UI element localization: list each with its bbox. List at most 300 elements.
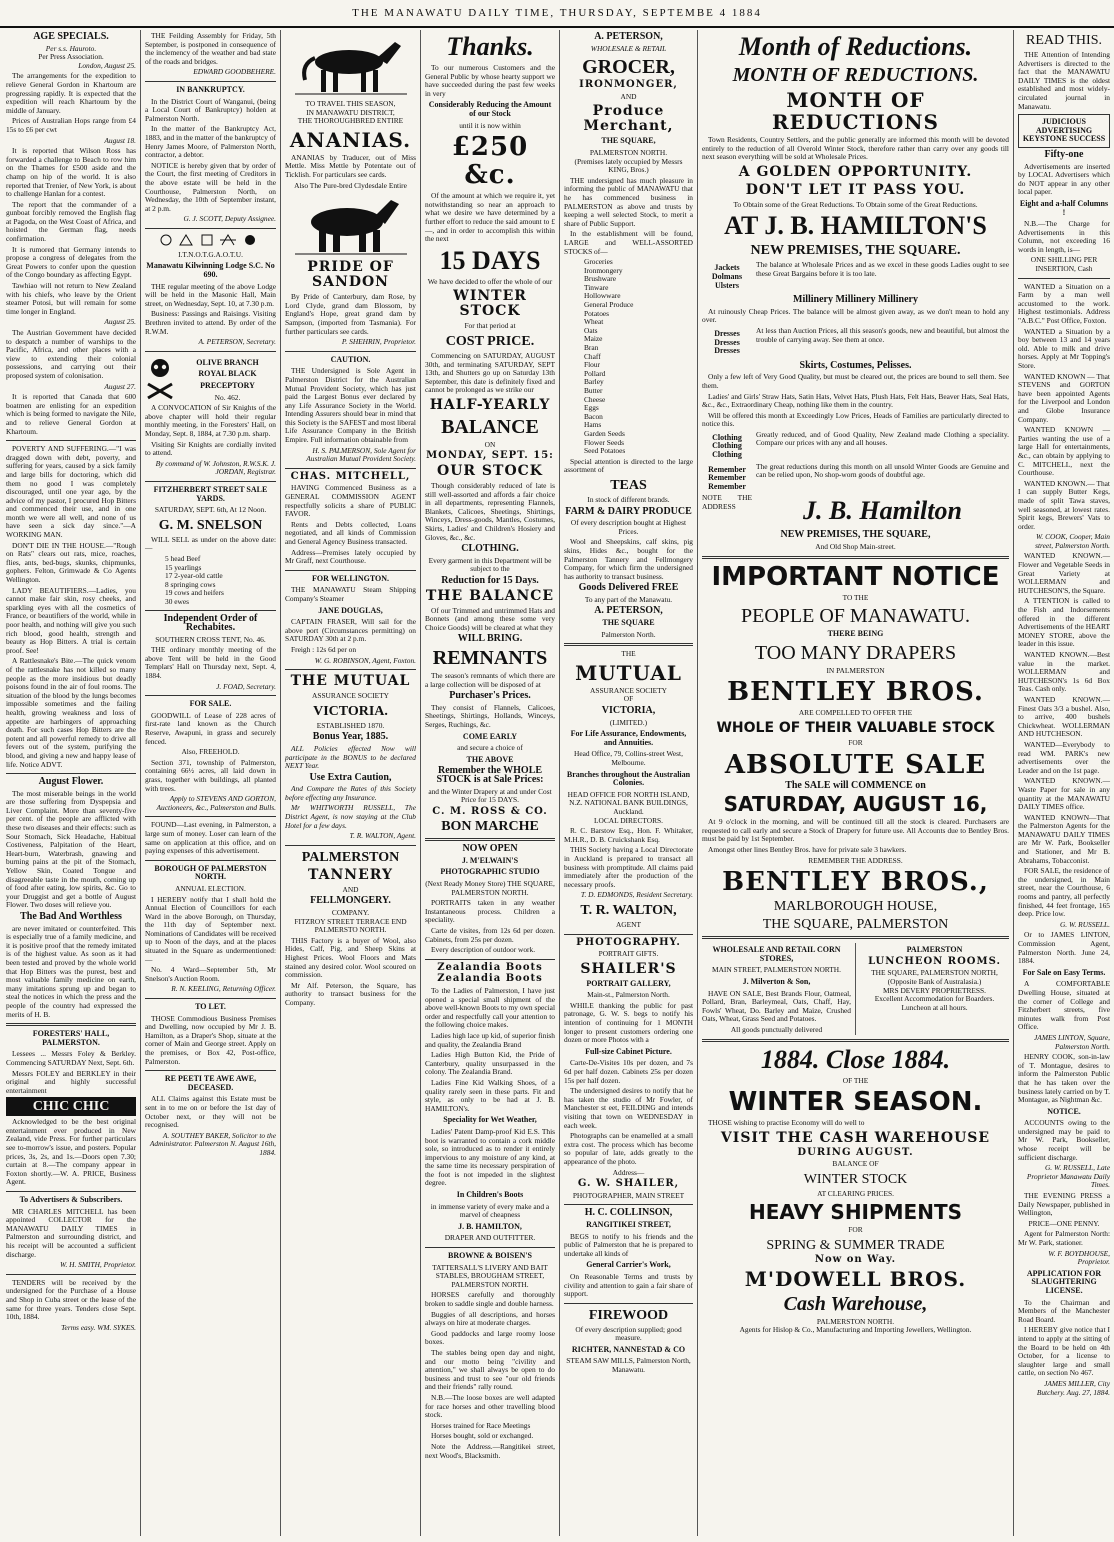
list-item: Chaff: [584, 351, 601, 361]
heading: JANE DOUGLAS,: [318, 605, 383, 615]
horse-name: ANANIAS.: [289, 127, 412, 152]
heading: MUTUAL: [575, 660, 682, 685]
subheading: ONE SHILLING PER INSERTION, Cash: [1030, 255, 1098, 274]
paragraph: The balance at Wholesale Prices and as we excel in these goods Ladies ought to see these Great Bargains before it is too late.: [756, 260, 1009, 278]
chic-banner: CHIC CHIC: [6, 1097, 136, 1116]
heading: TANNERY: [308, 866, 393, 883]
divider: [145, 610, 276, 611]
paragraph: Of the amount at which we require it, yet notwithstanding so near an approach to what we desire we have determined by a further effort to reduce the said amount to £—, and in order to accomplish this within the next: [425, 191, 555, 244]
heading: RE PEETI TE AWE AWE, DECEASED.: [164, 1074, 257, 1092]
classified-ad: WANTED a Situation on a Farm by a man well accustomed to the work. Highest testimonials. Address "A.B.C." Post Office, Foxton.: [1018, 281, 1110, 326]
paragraph: By Pride of Canterbury, dam Rose, by Lord Clyde, grand dam Blossom, by England's Hope, great grand dam by Sampson, (imported from Tasmania). For further particulars see cards.: [285, 292, 416, 336]
subheading: BALANCE OF: [832, 1159, 879, 1169]
signature: P. SHEHRIN, Proprietor.: [341, 337, 416, 347]
dateline: August 27.: [104, 381, 136, 391]
heading: BROWNE & BOISEN'S: [447, 1251, 533, 1261]
list-item: Ironmongery: [584, 265, 623, 275]
skull-crossbones-icon: [145, 356, 175, 402]
heading: Produce Merchant,: [583, 103, 674, 135]
subheading: WHOLESALE & RETAIL: [590, 43, 667, 53]
subheading: and secure a choice of: [457, 743, 523, 753]
paragraph: Of our Trimmed and untrimmed Hats and Bonnets (and among these some very Choice Goods) will be cleared at what they: [425, 605, 555, 632]
subheading: ANNUAL ELECTION.: [175, 883, 246, 893]
row: [702, 943, 1009, 1034]
row: [702, 494, 1009, 528]
list-item: 5 head Beef: [165, 553, 201, 563]
heading: FARM & DAIRY PRODUCE: [565, 505, 692, 517]
heading: MONDAY, SEPT. 15:: [426, 450, 554, 462]
list-item: Barley: [584, 377, 604, 387]
row: [702, 463, 1009, 495]
subheading: AND: [342, 884, 359, 894]
subheading: And Old Shop Main-street.: [815, 542, 896, 552]
paragraph: Though considerably reduced of late is still well-assorted and affords a fair choice in all departments, representing Flannels, Blankets, Calicoes, Sheetings, Shirtings, Winceys, Dress-goods, Mantles, Costumes, Skirts, Ladies' and Children's Hosiery and Gloves, &c., &c.: [425, 481, 555, 542]
list-item: Wheat: [584, 317, 604, 327]
preceptory-header: [145, 356, 276, 402]
subheading: PORTRAIT GIFTS.: [598, 949, 659, 959]
heading: J. Milverton & Son,: [742, 976, 811, 986]
list-item: Flour: [584, 360, 601, 370]
paragraph: The undersigned desires to notify that he has taken the studio of Mr Fowler, of Manchester st eet, FEILDING and intends visiting that town on WEDNESDAY in each week.: [564, 1086, 693, 1130]
paragraph: In the District Court of Wanganui, (being a Local Court of Bankruptcy) holden at Palmerston North.: [145, 96, 276, 123]
paragraph: WHILE thanking the public for past patronage, G. W. S. begs to notify his intention of continuing for 1 MONTH longer to present customers ordering one dozen or more Photos with a: [564, 1000, 693, 1045]
signature: Terms easy. WM. SYKES.: [61, 1322, 136, 1332]
classified-ad: WANTED KNOWN.—Waste Paper for sale in any quantity at the MANAWATU DAILY TIMES office.: [1018, 776, 1110, 812]
heading: RANGITIKEI STREET,: [586, 1219, 671, 1229]
paragraph: N.B.—The Charge for Advertisements in this Column, not exceeding 16 words in length, is—: [1018, 219, 1110, 254]
subheading: We have decided to offer the whole of our: [427, 276, 553, 286]
heading: VICTORIA.: [313, 703, 388, 719]
paragraph: Note the Address.—Rangitikei street, next Wood's, Blacksmith.: [425, 1441, 555, 1460]
divider: [145, 1070, 276, 1071]
heading: Cash Warehouse,: [783, 1292, 928, 1315]
heading: CLOTHING.: [461, 543, 519, 555]
signature: G. W. RUSSELL, Late Proprietor Manawatu Daily Times.: [1026, 1163, 1110, 1190]
divider: [285, 351, 416, 352]
list-item: Flower Seeds: [584, 437, 625, 447]
list-item: Seed Potatoes: [584, 446, 626, 456]
heading: SATURDAY, AUGUST 16,: [723, 792, 988, 817]
subheading: All goods punctually delivered: [730, 1024, 823, 1034]
signature: W. F. BOYDHOUSE, Proprietor.: [1048, 1248, 1110, 1267]
sale-list: [145, 555, 276, 607]
list-item: 30 ewes: [165, 596, 190, 606]
subheading: Also, FREEHOLD.: [181, 747, 240, 757]
heading: NOW OPEN: [462, 843, 518, 855]
paragraph: Visiting Sir Knights are cordially invited to attend.: [145, 439, 276, 458]
subheading: COMPANY.: [331, 908, 370, 918]
paragraph: FOUND—Last evening, in Palmerston, a large sum of money. Loser can learn of the same on application at this office, and on paying expenses of this advertisement.: [145, 820, 276, 856]
heading: Millinery Millinery Millinery: [793, 294, 918, 306]
heading: ROYAL BLACK: [198, 369, 257, 379]
paragraph: The stables being open day and night, and our motto being "civility and attention," we shall always be open to do business and trust to see "our old friends and their friends" rally round.: [425, 1347, 555, 1392]
subheading: To any part of the Manawatu.: [584, 594, 673, 604]
heading: Skirts, Costumes, Pelisses.: [799, 359, 912, 371]
classified-ad: WANTED KNOWN.—Finest Oats 3/3 a bushel. Also, to arrive, 400 bushels Chickwheat. WOLLERMAN AND HUTCHESON.: [1018, 694, 1110, 739]
paragraph: Or to JAMES LINTON, Commission Agent, Palmerston North. June 24, 1884.: [1018, 930, 1110, 966]
heading: The SALE will COMMENCE on: [785, 779, 926, 791]
list-item: Cheese: [584, 394, 606, 404]
heading: 15 DAYS: [439, 245, 541, 275]
subheading: Excellent Accommodation for Boarders.: [874, 994, 995, 1004]
heading: TO LET.: [195, 1002, 226, 1012]
paragraph: Ladies' and Girls' Straw Hats, Satin Hats, Velvet Hats, Plush Hats, Felt Hats, Beaver Hats, Seal Hats, &c., &c., Extraordinary Cheap, nothing like them in the country.: [702, 391, 1009, 410]
signature: T. D. EDMONDS, Resident Secretary.: [580, 890, 693, 900]
heading: BOROUGH OF PALMERSTON NORTH.: [154, 863, 267, 882]
divider: [6, 1191, 136, 1192]
subheading: TATTERSALL'S LIVERY AND BAIT STABLES, BROUGHAM STREET, PALMERSTON NORTH.: [432, 1262, 548, 1289]
heading: PHOTOGRAPHY.: [576, 936, 681, 948]
heading: BENTLEY BROS.: [727, 677, 984, 708]
list-item: Potatoes: [584, 308, 610, 318]
paragraph: THE undersigned has much pleasure in informing the public of MANAWATU that he has commenced business in PALMERSTON as above and trusts by keeping a well selected Stock, to merit a share of Public Support.: [564, 175, 693, 228]
subheading: PALMERSTON NORTH.: [816, 1316, 895, 1326]
paragraph: HENRY COOK, son-in-law of T. Montague, desires to inform the Palmerston Public that he has taken over the business lately carried on by T. Montague, as Nightman &c.: [1018, 1052, 1110, 1105]
heading: Use Extra Caution,: [309, 771, 392, 783]
paragraph: Commencing on SATURDAY, AUGUST 30th, and terminating SATURDAY, SEPT 13th, and Shutters go up on Saturday 13th September, this date is definitely fixed and cannot be prolonged as we strike our: [425, 350, 555, 395]
subheading: Main-st., Palmerston North.: [587, 990, 670, 1000]
heading: HALF-YEARLY: [429, 396, 551, 413]
heading: HEAVY SHIPMENTS: [748, 1200, 963, 1225]
paragraph: Ladies' Patent Damp-proof Kid E.S. This boot is warranted to contain a cork middle sole, so introduced as to render it entirely impervious to any moisture of any kind, at the same time its necessary perspiration of the foot is not impeded in the slightest degree.: [425, 1126, 555, 1188]
signature: W. H. SMITH, Proprietor.: [59, 1260, 136, 1270]
paragraph: To our numerous Customers and the General Public by whose hearty support we have succeeded during the past few weeks in very: [425, 63, 555, 98]
heading: LUNCHEON ROOMS.: [868, 955, 1001, 967]
keystone-badge: JUDICIOUS ADVERTISING KEYSTONE SUCCESS: [1018, 114, 1110, 148]
heading: THE MUTUAL: [290, 673, 411, 690]
heading: IRONMONGER,: [579, 79, 678, 91]
divider: [145, 351, 276, 352]
classified-ad: WANTED a Situation by a boy between 13 and 14 years old. Able to milk and drive horses. Apply at Mr Topping's Store.: [1018, 326, 1110, 370]
paragraph: A CONVOCATION of Sir Knights of the above chapter will hold their regular monthly meeting, in the Foresters' Hall, on Monday, Sept. 8, 1884, at 7.30 p.m. sharp.: [145, 403, 276, 438]
paragraph: It is rumored that Germany intends to propose a congress of delegates from the Great Powers to confer upon the question of the Congo boundary as affecting Egypt.: [6, 244, 136, 280]
dateline: August 25.: [104, 317, 136, 327]
heading: August Flower.: [38, 776, 104, 788]
paragraph: Freigh : 12s 6d per on: [291, 644, 357, 654]
subheading: AGENT: [615, 919, 642, 929]
divider: [145, 228, 276, 229]
paragraph: Wool and Sheepskins, calf skins, pig skins, Hides &c., bought for the Palmerston Tannery and Fellmongery Company, for which firm the undersigned has authority to transact business.: [564, 537, 693, 581]
heading: 1884. Close 1884.: [760, 1044, 951, 1074]
list-item: General Produce: [584, 300, 634, 310]
paragraph: The season's remnants of which there are a large collection will be disposed of at: [425, 670, 555, 689]
heading: THE SQUARE, PALMERSTON: [762, 917, 949, 933]
signature: A. SOUTHEY BAKER, Solicitor to the Administrator. Palmerston N. August 16th, 1884.: [149, 1130, 276, 1157]
list-item: Groceries: [584, 257, 613, 267]
column-5: [560, 30, 698, 1536]
heading: THE BALANCE: [425, 587, 555, 604]
paragraph: Ladies High Button Kid, the Pride of Canterbury, quality unsurpassed in the colony. The Zealandia Brand.: [425, 1050, 555, 1077]
heading: J. B. HAMILTON,: [458, 1221, 522, 1231]
heading: VISIT THE CASH WAREHOUSE: [720, 1129, 991, 1146]
list-item: Eggs: [584, 403, 599, 413]
subheading: Agents for Hislop & Co., Manufacturing and Importing Jewellers, Wellington.: [739, 1325, 972, 1335]
heading: J. B. Hamilton: [803, 496, 962, 526]
heading: The Bad And Worthless: [20, 911, 122, 922]
heading: General Carrier's Work,: [586, 1260, 671, 1270]
divider: [145, 860, 276, 861]
lodge-initials: I.T.N.O.T.G.A.O.T.U.: [178, 249, 243, 259]
paragraph: Buggies of all descriptions, and horses always on hire at moderate charges.: [425, 1309, 555, 1328]
paragraph: Rents and Debts collected, Loans negotiated, and all kinds of Commission and General Agency Business transacted.: [285, 519, 416, 546]
paragraph: At 9 o'clock in the morning, and will be continued till all the stock is cleared. Purchasers are requested to call early and secure a Stock of Drapery for future use. All Accounts due to Bentley Bros. must be paid by 1st September.: [702, 817, 1009, 844]
paragraph: Horses bought, sold or exchanged.: [431, 1431, 534, 1441]
heading: VICTORIA,: [601, 705, 656, 717]
paragraph: A Rattlesnake's Bite.—The quick venom of the rattlesnake has not killed so many people as the more insidious but deadly poisons found in the air of foul rooms. The situation of the blood by the lungs becomes impossible sometimes and the failing health, growing weakness and loss of appetite are harbingers of approaching death. For such cases Hop Bitters are the potent and all powerful remedy to drive all fevers out of the system, purifying the blood, and giving a new and happy lease of life. Notice ADVT.: [6, 656, 136, 769]
classified-ad: FOR SALE, the residence of the undersigned, in Main street, near the Courthouse, 6 rooms and pantry, all perfectly finished, 44 feet frontage, 165 deep. Price low.: [1018, 866, 1110, 919]
paragraph: R. C. Barstow Esq., Hon. F. Whitaker, M.H.R., D. B. Cruickshank Esq.: [564, 826, 693, 844]
heading: £250 &c.: [451, 132, 529, 191]
heading: To Advertisers & Subscribers.: [19, 1195, 123, 1205]
subheading: until it is now within: [459, 120, 521, 130]
subheading: Per s.s. Hauroto.: [45, 43, 97, 53]
signature: H. S. PALMERSON, Sole Agent for Australian Mutual Provident Society.: [306, 445, 416, 464]
heading: CAUTION.: [330, 354, 371, 364]
column-7: [1014, 30, 1114, 1536]
heading: WHOLE OF THEIR VALUABLE STOCK: [716, 720, 995, 736]
paragraph: GOODWILL of Lease of 228 acres of first-rate land known as the Church Reserve, Awapuni, in grass and securely fenced.: [145, 710, 276, 746]
signature: W. G. ROBINSON, Agent, Foxton.: [314, 655, 416, 665]
heading: NOTICE.: [1047, 1106, 1081, 1116]
list-item: Bran: [584, 343, 599, 353]
paragraph: Mr WHITWORTH RUSSELL, The District Agent, is now staying at the Club Hotel for a few days.: [285, 803, 416, 830]
paragraph: THE MANAWATU Steam Shipping Company's Steamer: [285, 585, 416, 603]
heading: MONTH OF REDUCTIONS.: [732, 64, 979, 86]
subheading: HEAD OFFICE FOR NORTH ISLAND, N.Z. NATIONAL BANK BUILDINGS, Auckland.: [567, 789, 690, 816]
label: Dresses Dresses Dresses: [714, 328, 740, 356]
subheading: OF THE: [842, 1075, 869, 1085]
list-item: 17 2-year-old cattle: [165, 571, 223, 581]
divider: [145, 81, 276, 82]
paragraph: THIS Society having a Local Directorate in Auckland is prepared to transact all business with promptitude. All claims paid immediately after the production of the necessary proofs.: [564, 845, 693, 889]
paragraph: THE ordinary monthly meeting of the above Tent will be held in the Good Templars' Hall on Thursday next, Sept. 4, 1884.: [145, 645, 276, 681]
heading: For Life Assurance, Endowments, and Annuities.: [570, 729, 687, 747]
subheading: REMEMBER THE ADDRESS.: [808, 855, 903, 865]
column-3: [281, 30, 421, 1536]
heading: SPRING & SUMMER TRADE: [766, 1238, 945, 1254]
paragraph: THE regular meeting of the above Lodge will be held in the Masonic Hall, Main street, on Wednesday, Sept. 10, at 7.30 p.m.: [145, 281, 276, 308]
signature: A. PETERSON, Secretary.: [198, 337, 276, 347]
paragraph: Special attention is directed to the large assortment of: [564, 456, 693, 475]
paragraph: THE Attention of Intending Advertisers is directed to the fact that the MANAWATU DAILY TIMES is the oldest established and most widely-circulated journal in Manawatu.: [1018, 50, 1110, 111]
paragraph: Tawhiao will not return to New Zealand with his chiefs, who leave by the Orient steamer Potosi, but will remain for some time longer in England.: [6, 281, 136, 316]
column-4: [421, 30, 560, 1536]
paragraph: To the Chairman and Members of the Manchester Road Board.: [1018, 1297, 1110, 1324]
paragraph: Messrs FOLEY and BERKLEY in their original and highly successful entertainment: [6, 1068, 136, 1095]
heading: Zealandia Boots: [437, 961, 543, 973]
paragraph: Business: Passings and Raisings. Visiting Brethren invited to attend. By order of the R.W.M.: [145, 309, 276, 336]
paragraph: Agent for Palmerston North: Mr W. Park, stationer.: [1018, 1229, 1110, 1247]
divider: [145, 481, 276, 482]
heading: NEW PREMISES, THE SQUARE,: [780, 529, 931, 541]
classified-ad: WANTED KNOWN.— That I can supply Butter Kegs, made of split Tawa staves, well seasoned, at lowest rates. Spirit kegs, Brewers' Vats to order.: [1018, 478, 1110, 531]
signature: T. R. WALTON, Agent.: [349, 831, 416, 841]
subheading: ESTABLISHED 1870.: [316, 720, 385, 730]
heading: THE SQUARE: [602, 618, 655, 628]
heading: Manawatu Kilwinning Lodge S.C. No 690.: [146, 261, 275, 280]
subheading: ARE COMPELLED TO OFFER THE: [798, 708, 913, 718]
paragraph: Greatly reduced, and of Good Quality, New Zealand made Clothing a speciality. Compare our prices with any and all houses.: [756, 429, 1009, 448]
list-item: Tinware: [584, 282, 609, 292]
heading: Reduction for 15 Days.: [441, 575, 539, 586]
divider: [285, 570, 416, 571]
subheading: and the Winter Drapery at and under Cost Price for 15 DAYS.: [428, 786, 552, 805]
paragraph: Only a few left of Very Good Quality, but must be cleared out, the prices are bound to sell them. See them.: [702, 372, 1009, 390]
paragraph: Carte de visites, from 12s 6d per dozen. Cabinets, from 25s per dozen.: [425, 926, 555, 944]
paragraph: THOSE wishing to practise Economy will do well to: [708, 1118, 865, 1128]
paragraph: THOSE Commodious Business Premises and Dwelling, now occupied by Mr J. B. Hamilton, as a Draper's Shop, situate at the corner of Main and George street. Apply on the premises, or Box 42, Post-office, Palmerston.: [145, 1013, 276, 1066]
subheading: TO TRAVEL THIS SEASON,: [305, 99, 396, 108]
label: NOTE THE ADDRESS: [702, 493, 752, 512]
classified-ad: WANTED KNOWN — Parties wanting the use of a large Hall for entertainments, &c., can obtain by applying to C. MITCHELL, next the Courthouse.: [1018, 425, 1110, 478]
paragraph: CAPTAIN FRASER, Will sail for the above port (Circumstances permitting) on SATURDAY 30th at 2 p.m.: [285, 617, 416, 644]
classified-ad: WANTED KNOWN.—Best value in the market. WOLLERMAN and HUTCHESON's 1s 6d Box Teas. Cash only.: [1018, 650, 1110, 694]
heading: OUR STOCK: [437, 463, 543, 480]
paragraph: ALL Policies effected Now will participate in the BONUS to be declared NEXT Year.: [285, 743, 416, 771]
paragraph: Carte-De-Visites 10s per dozen, and 7s 6d per half dozen. Cabinets 25s per dozen 15s per half dozen.: [564, 1058, 693, 1085]
subheading: AND: [620, 91, 637, 101]
luncheon-rooms-ad: [855, 943, 1009, 1034]
divider: [6, 440, 136, 441]
paragraph: The most miserable beings in the world are those suffering from Dyspepsia and Liver Complaint. More than seventy-five per cent. of the people are afflicted with these two diseases and their effects: such as Sour Stomach, Sick Headache, Habitual Costiveness, Palpitation of the Heart, Heart-burn, Waterbrash, gnawing and burning pains at the pit of the Stomach, Yellow Skin, Coated Tongue and disagreeable taste in the mouth, coming up of food after eating, low spirits, &c. Go to your Druggist and get a bottle of August Flower. Two doses will relieve you.: [6, 788, 136, 910]
subheading: MAIN STREET, PALMERSTON NORTH.: [712, 965, 841, 975]
list-item: Hollowware: [584, 291, 621, 301]
signature: W. COOK, Cooper, Main street, Palmerston North.: [1035, 532, 1110, 550]
row: [702, 431, 1009, 463]
subheading: In stock of different brands.: [587, 494, 670, 504]
heading: WINTER STOCK: [453, 288, 527, 320]
divider: [285, 468, 416, 469]
subheading: OF: [623, 694, 634, 704]
divider: [564, 643, 693, 646]
list-item: Hams: [584, 420, 602, 430]
subheading: THE: [621, 649, 636, 659]
corn-stores-ad: [702, 943, 851, 1034]
paragraph: POVERTY AND SUFFERING.—"I was dragged down with debt, poverty, and suffering for years, caused by a sick family and large bills for doctoring, which did them no good I was completely discouraged, until one year ago, by the advice of my pastor, I procured Hop Bitters and commenced their use, and in one month we were all well, and none of us have seen a sick day since."—A WORKING MAN.: [6, 444, 136, 540]
paragraph: Lessees ... Messrs Foley & Berkley. Commencing SATURDAY Next, Sept. 6th.: [6, 1049, 136, 1067]
subheading: FOR: [848, 1225, 863, 1235]
paragraph: TENDERS will be received by the undersigned for the Purchase of a House and Shop in Cuba street or the lease of the same for three years. Tenders close Sept. 10th, 1884.: [6, 1277, 136, 1322]
paragraph: PORTRAITS taken in any weather Instantaneous process. Children a speciality.: [425, 898, 555, 925]
subheading: To Obtain some of the Great Reductions. To Obtain some of the Great Reductions.: [733, 199, 978, 209]
heading: FIREWOOD: [588, 1307, 669, 1323]
heading: AGE SPECIALS.: [33, 31, 109, 42]
heading: In Children's Boots: [456, 1190, 524, 1200]
divider: [145, 816, 276, 817]
heading: OLIVE BRANCH: [196, 357, 259, 367]
paragraph: A COMFORTABLE Dwelling House, situated at the corner of College and Fitzherbert streets, five minutes walk from Post Office.: [1018, 979, 1110, 1032]
divider: [6, 1023, 136, 1026]
list-item: Garden Seeds: [584, 428, 625, 438]
heading: IMPORTANT NOTICE: [711, 561, 1000, 592]
divider: [285, 845, 416, 846]
row: [702, 261, 1009, 293]
dateline: London, August 25.: [78, 60, 136, 70]
paragraph: NOTICE is hereby given that by order of the Court, the first meeting of Creditors in the above estate will be held in the Courthouse, Palmerston North, on Wednesday, the 10th of September instant, at 2 p.m.: [145, 160, 276, 213]
subheading: AT CLEARING PRICES.: [817, 1188, 894, 1198]
subheading: PHOTOGRAPHER, MAIN STREET: [572, 1190, 685, 1200]
paragraph: ALL Claims against this Estate must be sent in to me on or before the 1st day of October next, or they will not be recognised.: [145, 1094, 276, 1130]
subheading: Address—: [612, 1167, 645, 1177]
heading: Thanks.: [446, 32, 534, 61]
subheading: IN PALMERSTON: [826, 665, 885, 675]
heading: REMNANTS: [432, 646, 548, 669]
list-item: Pollard: [584, 368, 606, 378]
divider: [285, 669, 416, 670]
paragraph: In the establishment will be found, LARGE and WELL-ASSORTED STOCKS of—: [564, 229, 693, 256]
heading: G. M. SNELSON: [158, 517, 263, 533]
list-item: Oats: [584, 325, 598, 335]
divider: [425, 959, 555, 960]
stock-list: [564, 258, 693, 456]
paragraph: WILL SELL as under on the above date:—: [145, 534, 276, 553]
list-item: Brushware: [584, 274, 617, 284]
paragraph: Acknowledged to be the best original entertainment ever produced in New Zealand, vide Press. For further particulars see to-morrow's issue, and posters. Popular prices, 3s, 2s, and 1s.—Doors open 7.30; curtain at 8.—The company appear in Foxton shortly.—W. A. PRICE, Business Agent.: [6, 1117, 136, 1187]
heading: DON'T LET IT PASS YOU.: [745, 181, 966, 198]
heading: GROCER,: [582, 56, 675, 79]
heading: BENTLEY BROS.,: [722, 867, 989, 898]
heading: BON MARCHE: [441, 819, 539, 835]
heading: FORESTERS' HALL, PALMERSTON.: [32, 1029, 110, 1047]
subheading: THE THOROUGHBRED ENTIRE: [297, 116, 404, 126]
subheading: STEAM SAW MILLS, Palmerston North, Manawatu.: [566, 1356, 691, 1375]
paragraph: The Austrian Government have decided to despatch a number of warships to the Pacific, Africa, and other places with a view to extending their colonial possessions, and carrying out their proposed system of colonisation.: [6, 328, 136, 380]
subheading: ASSURANCE SOCIETY: [312, 691, 389, 701]
classified-ad: WANTED KNOWN.—Flower and Vegetable Seeds in Great Variety at WOLLERMAN and HUTCHESON'S, the Square.: [1018, 551, 1110, 595]
subheading: Of every description supplied; good measure.: [575, 1324, 682, 1343]
subheading: Luncheon at all hours.: [901, 1002, 968, 1012]
paragraph: No. 4 Ward—September 5th, Mr Snelson's Auction Room.: [145, 965, 276, 983]
heading: M'DOWELL BROS.: [744, 1266, 967, 1291]
heading: C. M. ROSS & CO.: [432, 805, 548, 817]
classified-ad: WANTED—Everybody to read WM. PARK's new advertisements over the Leader and on the 1st page.: [1018, 739, 1110, 775]
subheading: Palmerston North.: [601, 629, 656, 639]
subheading: For that period at: [464, 321, 516, 331]
heading: TOO MANY DRAPERS: [754, 641, 957, 664]
list-item: 8 springing cows: [165, 579, 216, 589]
heading: PRECEPTORY: [200, 381, 255, 390]
paragraph: HAVE ON SALE, Best Brands Flour, Oatmeal, Pollard, Bran, Barleymeal, Oats, Chaff, Hay, Fowls' Wheat, Do. Barley and Maize, Crushed Oats, Wheat, Grass Seed and Potatoes.: [702, 988, 851, 1024]
list-item: Bacon: [584, 411, 603, 421]
heading: G. W. SHAILER,: [577, 1178, 680, 1190]
heading: Eight and a-half Columns !: [1019, 198, 1109, 217]
paragraph: Section 371, township of Palmerston, containing 66½ acres, all laid down in grass, together with buildings, all planted with trees.: [145, 757, 276, 793]
signature: JAMES MILLER, City Butchery. Aug. 27, 1884.: [1036, 1378, 1110, 1397]
heading: T. R. WALTON,: [580, 902, 677, 918]
signature: R. N. KEELING, Returning Officer.: [171, 984, 276, 994]
subheading: PRICE—ONE PENNY.: [1028, 1218, 1100, 1228]
heading: Branches throughout the Australian Colonies.: [566, 769, 691, 788]
heading: Zealandia Boots: [437, 973, 543, 985]
heading: COST PRICE.: [445, 333, 535, 349]
heading: Month of Reductions.: [738, 32, 973, 61]
paragraph: are never imitated or counterfeited. This is especially true of a family medicine, and it is positive proof that the remedy imitated is of the highest value. As soon as it had been tested and proved by the whole world that Hop Bitters was the purest, best and most valuable family medicine on earth, many imitations sprung up and began to steal the notices in which the press and the people of the country had expressed the merits of H. B.: [6, 923, 136, 1019]
heading: FOR SALE.: [189, 699, 232, 709]
paragraph: Prices of Australian Hops range from £4 15s to £6 per cwt: [6, 116, 136, 134]
horse-name: PRIDE OF SANDON: [307, 259, 394, 291]
heading: THE ABOVE: [466, 754, 514, 764]
subheading: SOUTHERN CROSS TENT, No. 46.: [155, 634, 266, 644]
heading: MARLBOROUGH HOUSE,: [773, 899, 938, 915]
paragraph: MR CHARLES MITCHELL has been appointed COLLECTOR for the MANAWATU DAILY TIMES in Palmerston and surrounding district, and his receipt will be accounted a sufficient discharge.: [6, 1206, 136, 1259]
heading: For Sale on Easy Terms.: [1022, 967, 1106, 977]
label: Jackets Dolmans Ulsters: [711, 263, 743, 290]
heading: PEOPLE OF MANAWATU.: [741, 605, 970, 628]
heading: NEW PREMISES, THE SQUARE.: [750, 243, 961, 259]
paragraph: The report that the commander of a gunboat forcibly removed the English flag at Pagoda, on the West Coast of Africa, and hoisted the German flag, needs confirmation.: [6, 199, 136, 244]
paragraph: At ruinously Cheap Prices. The balance will be almost given away, as we don't mean to hold any over.: [702, 306, 1009, 325]
paragraph: HAVING Commenced Business as a GENERAL COMMISSION AGENT respectfully solicits a share of PUBLIC FAVOR.: [285, 483, 416, 519]
